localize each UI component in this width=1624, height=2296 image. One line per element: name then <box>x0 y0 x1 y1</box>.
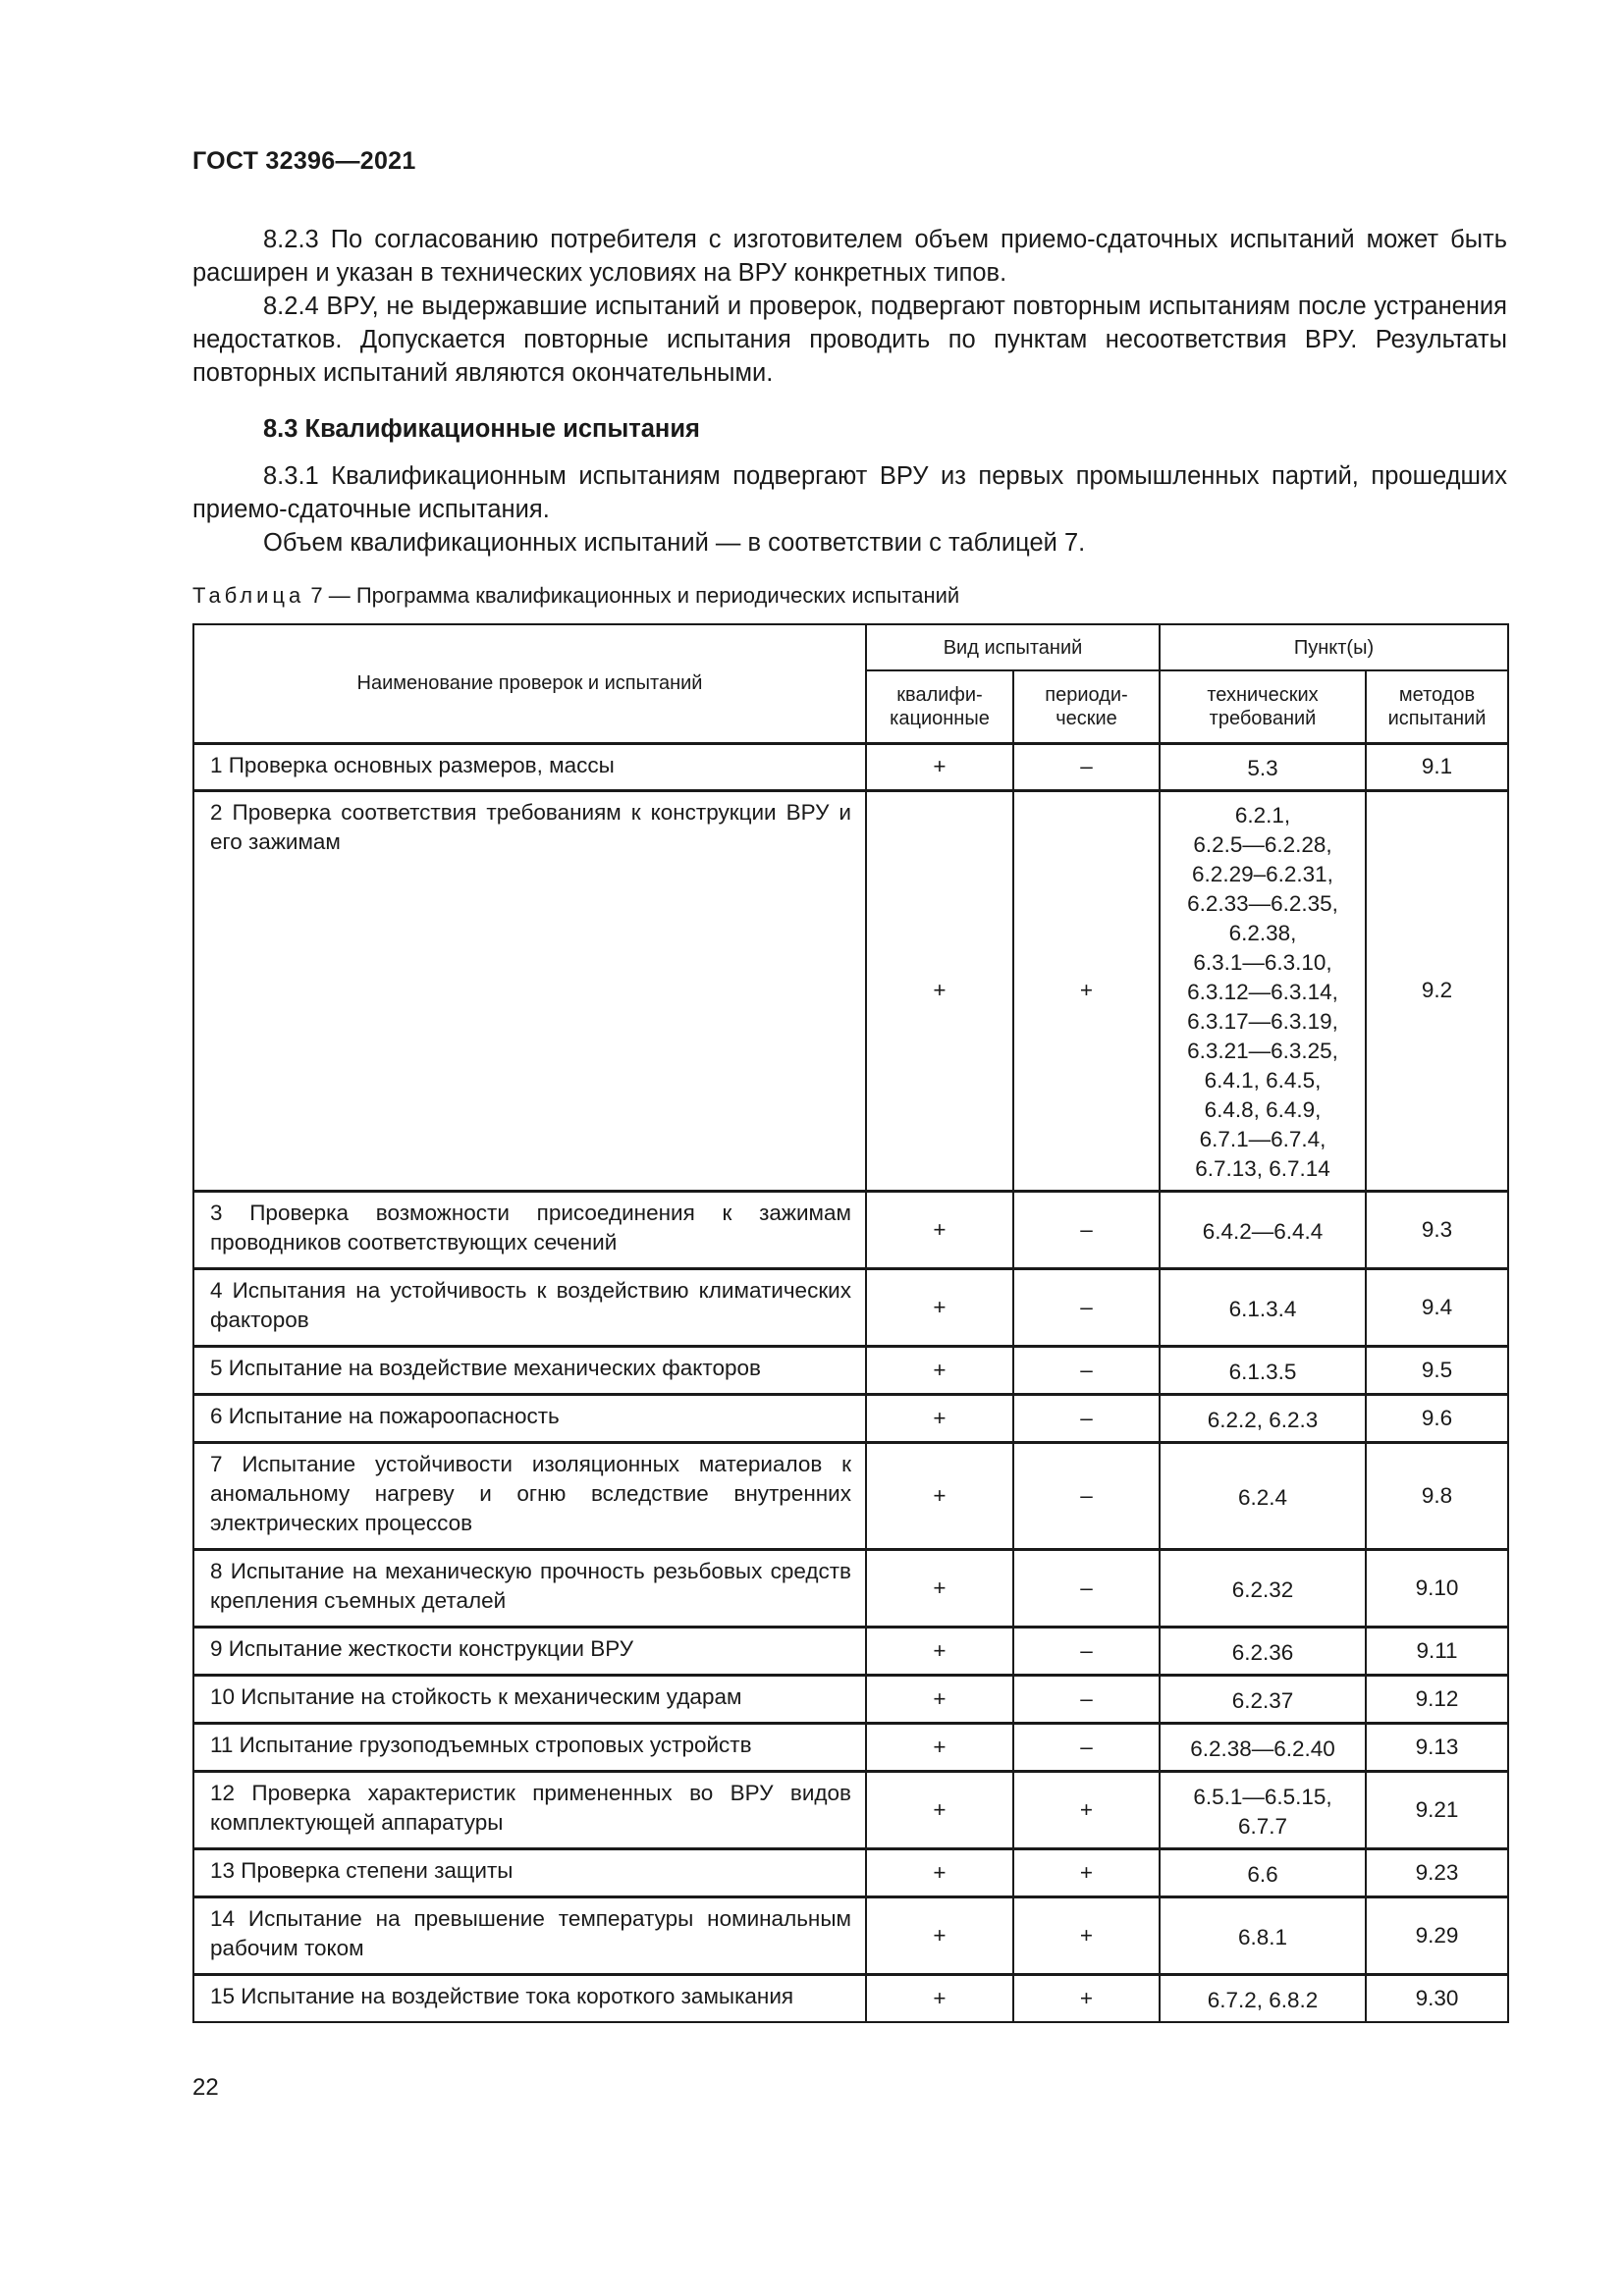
test-name-cell: 6 Испытание на пожароопасность <box>193 1394 866 1442</box>
periodic-mark-cell: + <box>1013 1896 1160 1974</box>
table-row <box>193 1191 1508 1268</box>
qualification-mark-cell: + <box>866 1974 1013 2022</box>
test-method-cell: 9.1 <box>1366 743 1508 790</box>
tech-requirements-cell: 6.1.3.4 <box>1160 1268 1366 1346</box>
paragraph-8-2-3: 8.2.3 По согласованию потребителя с изготовителем объем приемо-сдаточных испытаний может быть расширен и указан в технических условиях на ВРУ конкретных типов. <box>192 226 1507 287</box>
test-name-cell: 12 Проверка характеристик примененных во ВРУ видов комплектующей аппаратуры <box>193 1771 866 1848</box>
periodic-mark-cell: – <box>1013 1191 1160 1268</box>
tech-requirements-cell: 6.4.2—6.4.4 <box>1160 1191 1366 1268</box>
header-periodic: периоди- ческие <box>1013 670 1160 743</box>
test-method-cell: 9.23 <box>1366 1848 1508 1896</box>
header-qualification: квалифи- кационные <box>866 670 1013 743</box>
test-method-cell: 9.2 <box>1366 790 1508 1191</box>
periodic-mark-cell: – <box>1013 1549 1160 1627</box>
qualification-mark-cell: + <box>866 1723 1013 1771</box>
periodic-mark-cell: – <box>1013 1346 1160 1394</box>
periodic-mark-cell: – <box>1013 1723 1160 1771</box>
header-test-name: Наименование проверок и испытаний <box>193 624 866 743</box>
header-clauses: Пункт(ы) <box>1160 624 1508 670</box>
test-name-cell: 11 Испытание грузоподъемных строповых устройств <box>193 1723 866 1771</box>
test-name-cell: 15 Испытание на воздействие тока короткого замыкания <box>193 1974 866 2022</box>
test-method-cell: 9.8 <box>1366 1442 1508 1549</box>
tech-requirements-cell: 6.5.1—6.5.15, 6.7.7 <box>1160 1771 1366 1848</box>
qualification-mark-cell: + <box>866 790 1013 1191</box>
tech-requirements-cell: 6.2.4 <box>1160 1442 1366 1549</box>
test-method-cell: 9.30 <box>1366 1974 1508 2022</box>
table-row <box>193 1442 1508 1549</box>
tech-requirements-cell: 6.8.1 <box>1160 1896 1366 1974</box>
qualification-mark-cell: + <box>866 1549 1013 1627</box>
test-method-cell: 9.10 <box>1366 1549 1508 1627</box>
table-row <box>193 1394 1508 1442</box>
tech-requirements-cell: 6.2.38—6.2.40 <box>1160 1723 1366 1771</box>
table-row <box>193 1974 1508 2022</box>
table-caption <box>192 581 959 611</box>
periodic-mark-cell: – <box>1013 1627 1160 1675</box>
table-header <box>193 624 1508 743</box>
qualification-mark-cell: + <box>866 1394 1013 1442</box>
table-row <box>193 1771 1508 1848</box>
test-method-cell: 9.5 <box>1366 1346 1508 1394</box>
test-method-cell: 9.29 <box>1366 1896 1508 1974</box>
test-method-cell: 9.6 <box>1366 1394 1508 1442</box>
test-method-cell: 9.21 <box>1366 1771 1508 1848</box>
periodic-mark-cell: – <box>1013 1268 1160 1346</box>
qualification-mark-cell: + <box>866 1346 1013 1394</box>
table-row <box>193 1848 1508 1896</box>
test-name-cell: 1 Проверка основных размеров, массы <box>193 743 866 790</box>
qualification-mark-cell: + <box>866 1848 1013 1896</box>
periodic-mark-cell: – <box>1013 1675 1160 1723</box>
tech-requirements-cell: 6.2.1, 6.2.5—6.2.28, 6.2.29–6.2.31, 6.2.33—6.2.35, 6.2.38, 6.3.1—6.3.10, 6.3.12—6.3.14, 6.3.17—6.3.19, 6.3.21—6.3.25, 6.4.1, 6.4.5, 6.4.8, 6.4.9, 6.7.1—6.7.4, 6.7.13, 6.7.14 <box>1160 790 1366 1191</box>
test-name-cell: 5 Испытание на воздействие механических факторов <box>193 1346 866 1394</box>
page-number: 22 <box>192 2074 219 2101</box>
test-name-cell: 13 Проверка степени защиты <box>193 1848 866 1896</box>
header-test-type: Вид испытаний <box>866 624 1160 670</box>
paragraph-8-3-1: 8.3.1 Квалификационным испытаниям подвергают ВРУ из первых промышленных партий, прошедших приемо-сдаточные испытания. <box>192 462 1507 523</box>
test-name-cell: 4 Испытания на устойчивость к воздействию климатических факторов <box>193 1268 866 1346</box>
table-row <box>193 1896 1508 1974</box>
table-row <box>193 790 1508 1191</box>
tech-requirements-cell: 6.1.3.5 <box>1160 1346 1366 1394</box>
test-name-cell: 14 Испытание на превышение температуры номинальным рабочим током <box>193 1896 866 1974</box>
test-name-cell: 10 Испытание на стойкость к механическим ударам <box>193 1675 866 1723</box>
table-row <box>193 1675 1508 1723</box>
qualification-mark-cell: + <box>866 1442 1013 1549</box>
table-body <box>193 743 1508 2022</box>
qualification-mark-cell: + <box>866 1268 1013 1346</box>
test-method-cell: 9.3 <box>1366 1191 1508 1268</box>
tech-requirements-cell: 6.2.36 <box>1160 1627 1366 1675</box>
table-row <box>193 1627 1508 1675</box>
periodic-mark-cell: + <box>1013 1771 1160 1848</box>
test-method-cell: 9.13 <box>1366 1723 1508 1771</box>
periodic-mark-cell: + <box>1013 790 1160 1191</box>
periodic-mark-cell: + <box>1013 1848 1160 1896</box>
periodic-mark-cell: – <box>1013 1442 1160 1549</box>
table-row <box>193 1346 1508 1394</box>
table-row <box>193 1268 1508 1346</box>
test-name-cell: 3 Проверка возможности присоединения к зажимам проводников соответствующих сечений <box>193 1191 866 1268</box>
table-row <box>193 743 1508 790</box>
test-method-cell: 9.12 <box>1366 1675 1508 1723</box>
qualification-mark-cell: + <box>866 743 1013 790</box>
qualification-mark-cell: + <box>866 1675 1013 1723</box>
qualification-mark-cell: + <box>866 1191 1013 1268</box>
tech-requirements-cell: 6.2.37 <box>1160 1675 1366 1723</box>
test-name-cell: 7 Испытание устойчивости изоляционных материалов к аномальному нагреву и огню вследствие внутренних электрических процессов <box>193 1442 866 1549</box>
test-name-cell: 9 Испытание жесткости конструкции ВРУ <box>193 1627 866 1675</box>
section-heading-8-3: 8.3 Квалификационные испытания <box>263 415 700 443</box>
periodic-mark-cell: + <box>1013 1974 1160 2022</box>
header-tech-requirements: технических требований <box>1160 670 1366 743</box>
tech-requirements-cell: 6.7.2, 6.8.2 <box>1160 1974 1366 2022</box>
test-method-cell: 9.4 <box>1366 1268 1508 1346</box>
test-name-cell: 2 Проверка соответствия требованиям к конструкции ВРУ и его зажимам <box>193 790 866 1191</box>
periodic-mark-cell: – <box>1013 743 1160 790</box>
table-row <box>193 1549 1508 1627</box>
qualification-mark-cell: + <box>866 1771 1013 1848</box>
table-caption-label: Таблица <box>192 583 305 608</box>
standard-header: ГОСТ 32396—2021 <box>192 147 416 175</box>
periodic-mark-cell: – <box>1013 1394 1160 1442</box>
tests-program-table <box>192 623 1509 2023</box>
table-caption-text: 7 — Программа квалификационных и периодических испытаний <box>304 583 960 608</box>
tech-requirements-cell: 6.2.2, 6.2.3 <box>1160 1394 1366 1442</box>
header-test-methods: методов испытаний <box>1366 670 1508 743</box>
test-name-cell: 8 Испытание на механическую прочность резьбовых средств крепления съемных деталей <box>193 1549 866 1627</box>
paragraph-test-volume: Объем квалификационных испытаний — в соответствии с таблицей 7. <box>263 529 1086 557</box>
qualification-mark-cell: + <box>866 1627 1013 1675</box>
tech-requirements-cell: 5.3 <box>1160 743 1366 790</box>
tech-requirements-cell: 6.2.32 <box>1160 1549 1366 1627</box>
qualification-mark-cell: + <box>866 1896 1013 1974</box>
test-method-cell: 9.11 <box>1366 1627 1508 1675</box>
paragraph-8-2-4: 8.2.4 ВРУ, не выдержавшие испытаний и проверок, подвергают повторным испытаниям после устранения недостатков. Допускается повторные испытания проводить по пунктам несоответствия ВРУ. Результаты повторных испытаний являются окончательными. <box>192 293 1507 387</box>
table-row <box>193 1723 1508 1771</box>
tech-requirements-cell: 6.6 <box>1160 1848 1366 1896</box>
